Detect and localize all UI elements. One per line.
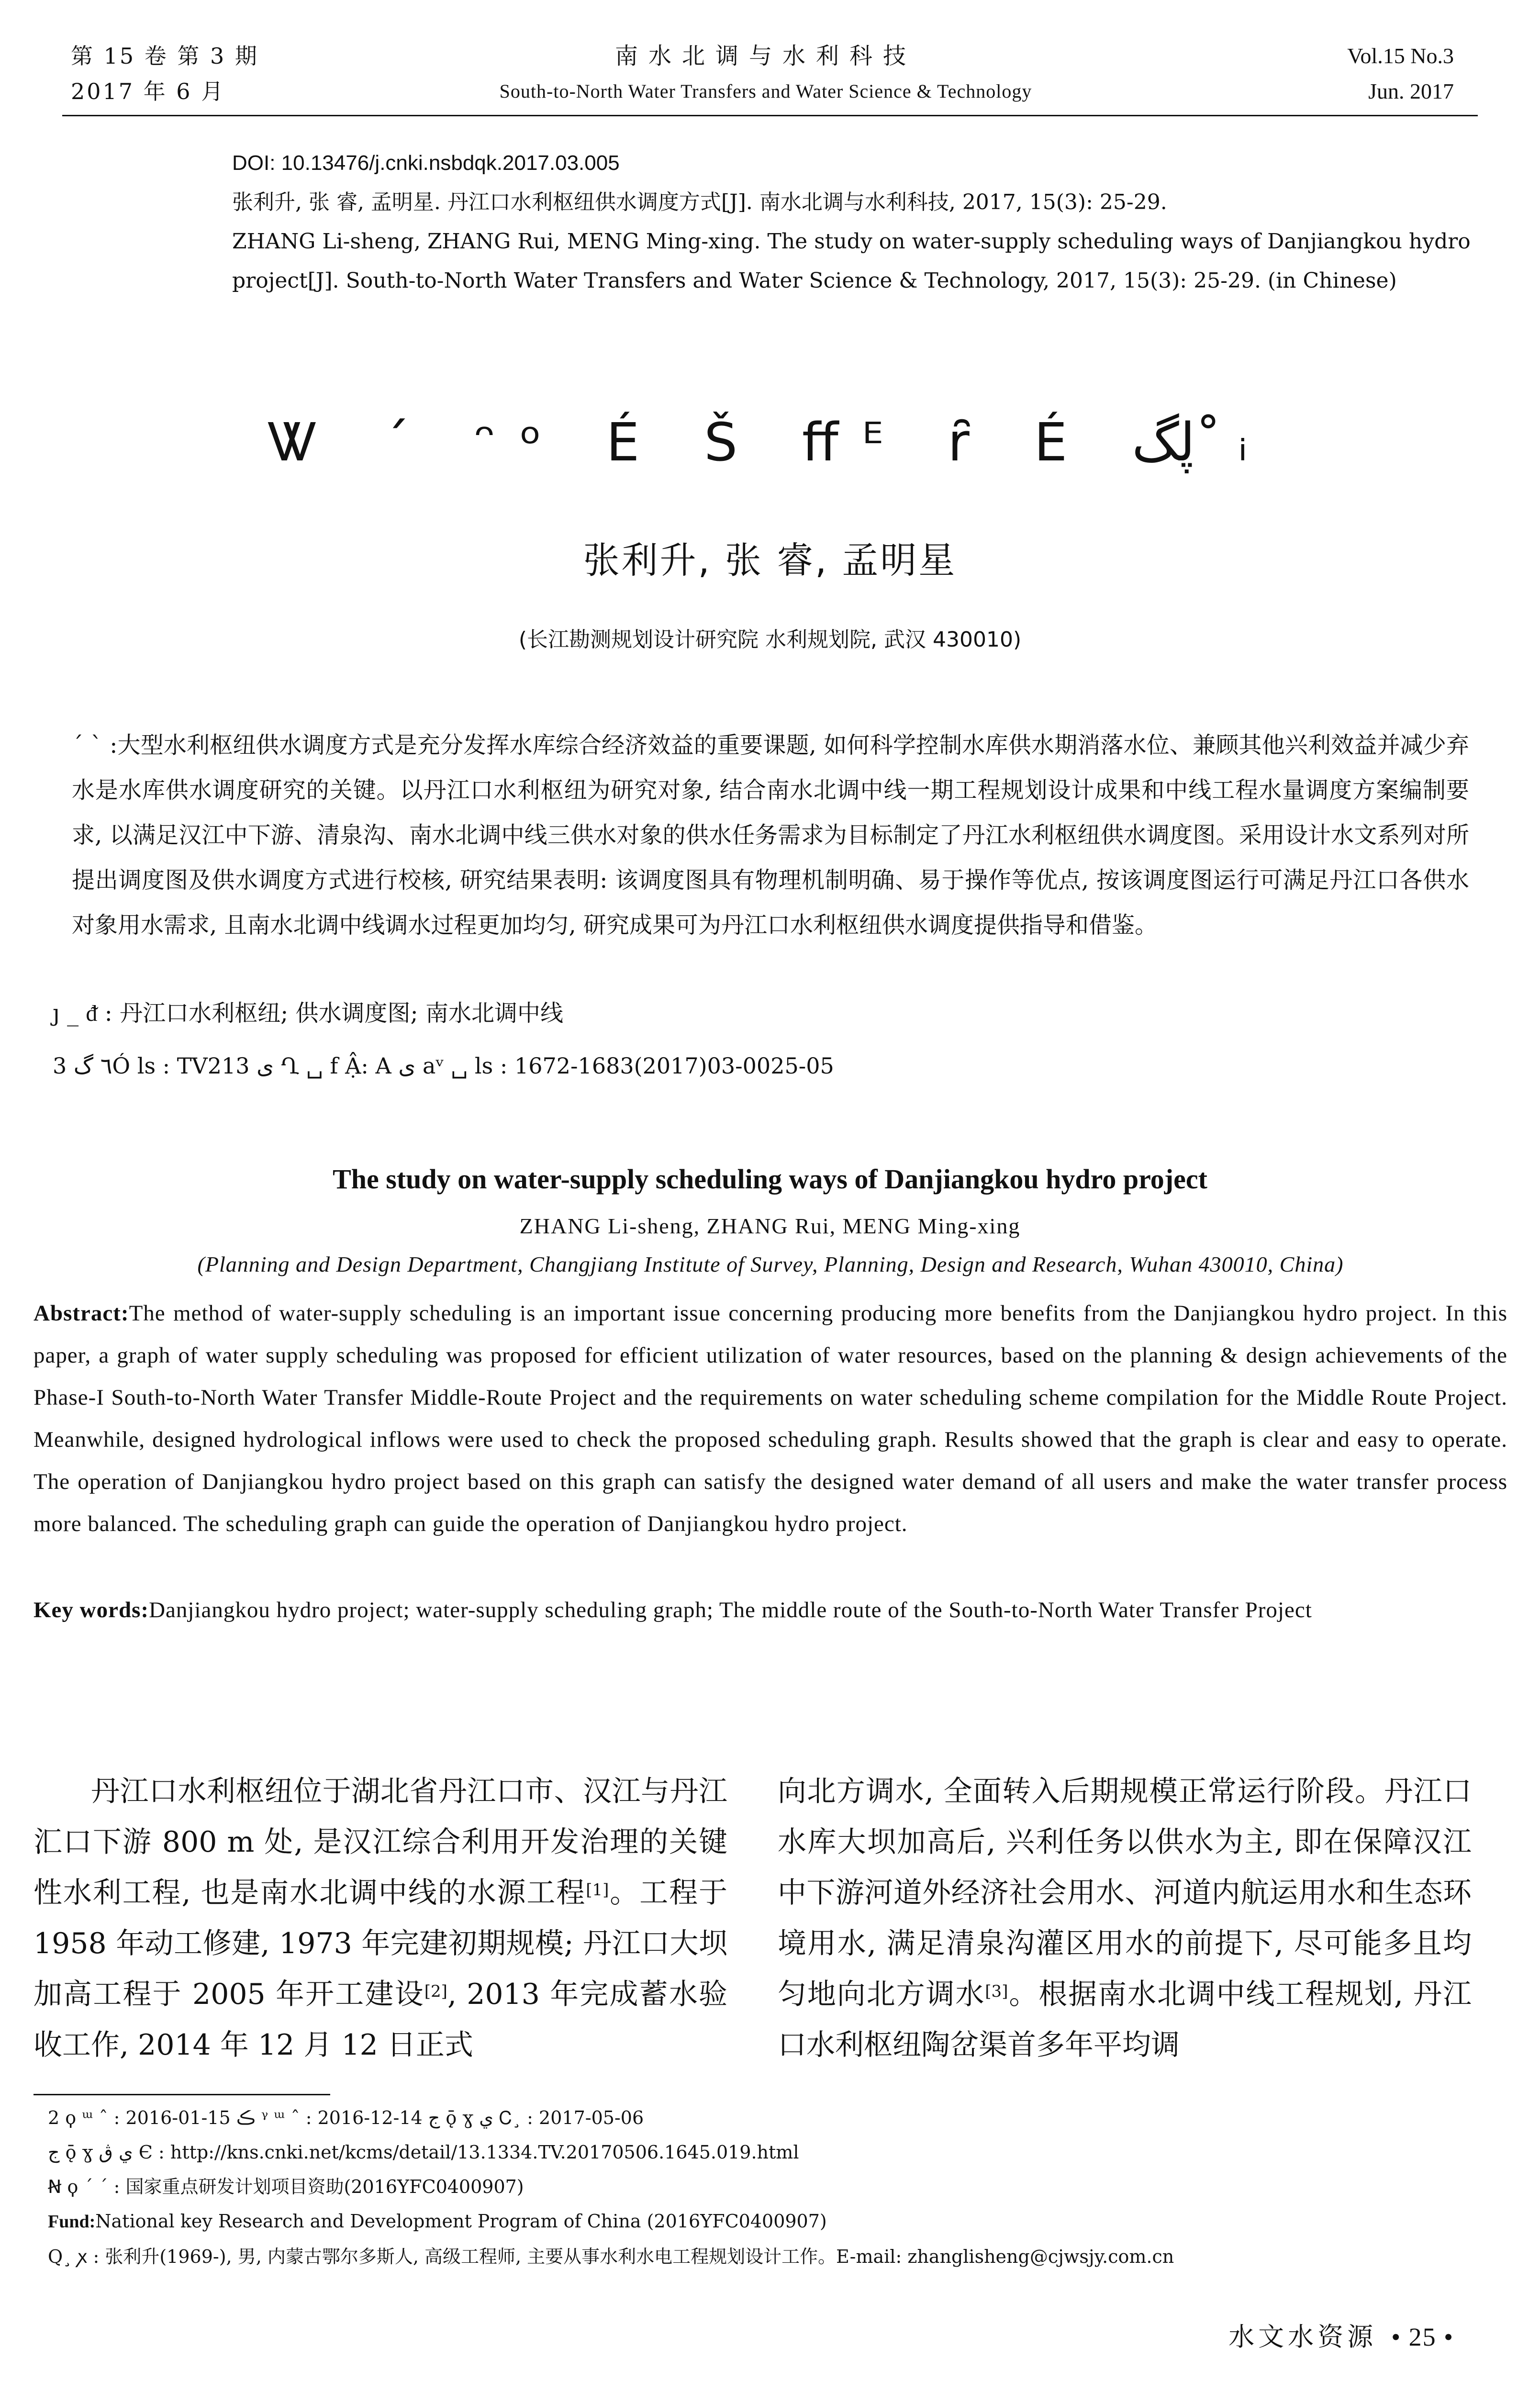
footnote-dates: 2 ϙ ᵚ ˆ : 2016-01-15 ڪ ᵞ ᵚ ˆ : 2016-12-14 ج ǭ ɣ ي Ꮯ¸ : 2017-05-06: [48, 2107, 644, 2128]
header-date-cn: 2017 年 6 月: [71, 78, 225, 104]
abstract-en-text: The method of water-supply scheduling is an important issue concerning producing more benefits from the Danjiangkou hydro project. In this paper, a graph of water supply scheduling was proposed for efficient utilization of water resources, based on the planning & design achievements of the Phase-I South-to-North Water Transfer Middle-Route Project and the requirements on water scheduling scheme compilation for the Middle Route Project. Meanwhile, designed hydrological inflows were used to check the proposed scheduling graph. Results showed that the graph is clear and easy to operate. The operation of Danjiangkou hydro project based on this graph can satisfy the designed water demand of all users and make the water transfer process more balanced. The scheduling graph can guide the operation of Danjiangkou hydro project.: [33, 1301, 1507, 1536]
citation-block: [232, 144, 1472, 301]
body-column-left: [33, 1766, 727, 2070]
reference-3[interactable]: [3]: [985, 1982, 1008, 2001]
body-right-text-a: 向北方调水, 全面转入后期规模正常运行阶段。丹江口水库大坝加高后, 兴利任务以供水为主, 即在保障汉江中下游河道外经济社会用水、河道内航运用水和生态环境用水, 满足清泉沟灌区用水的前提下, 尽可能多且均匀地向北方调水: [778, 1775, 1472, 2011]
abstract-cn-text: 大型水利枢纽供水调度方式是充分发挥水库综合经济效益的重要课题, 如何科学控制水库供水期消落水位、兼顾其他兴利效益并减少弃水是水库供水调度研究的关键。以丹江口水利枢纽为研究对象, 结合南水北调中线一期工程规划设计成果和中线工程水量调度方案编制要求, 以满足汉江中下游、清泉沟、南水北调中线三供水对象的供水任务需求为目标制定了丹江水利枢纽供水调度图。采用设计水文系列对所提出调度图及供水调度方式进行校核, 研究结果表明: 该调度图具有物理机制明确、易于操作等优点, 按该调度图运行可满足丹江口各供水对象用水需求, 且南水北调中线调水过程更加均匀, 研究成果可为丹江口水利枢纽供水调度提供指导和借鉴。: [72, 732, 1469, 939]
reference-2[interactable]: [2]: [424, 1982, 447, 2001]
footer-journal-section: 水文水资源: [1228, 2322, 1377, 2352]
header-date-en: Jun. 2017: [1368, 79, 1454, 103]
header-volume-issue: [71, 38, 259, 109]
body-left-text-a: 丹江口水利枢纽位于湖北省丹江口市、汉江与丹江汇口下游 800 m 处, 是汉江综合利用开发治理的关键性水利工程, 也是南水北调中线的水源工程: [33, 1775, 727, 1910]
header-volume: 第 15 卷 第 3 期: [71, 43, 259, 69]
fund-label: Fund:: [48, 2212, 96, 2232]
journal-name-cn: 南水北调与水利科技: [614, 43, 916, 69]
citation-cn: 张利升, 张 睿, 孟明星. 丹江口水利枢纽供水调度方式[J]. 南水北调与水利科技, 2017, 15(3): 25-29.: [232, 190, 1167, 214]
footnote-fund-en: [48, 2204, 1507, 2238]
footnote-author: Q¸ ꭗ : 张利升(1969-), 男, 内蒙古鄂尔多斯人, 高级工程师, 主要从事水利水电工程规划设计工作。E-mail: zhanglisheng@cjwsjy.com.cn: [48, 2246, 1174, 2267]
body-left-text-c: , 2013 年完成蓄水验收工作, 2014 年 12 月 12 日正式: [33, 1978, 727, 2062]
fund-text: National key Research and Development Program of China (2016YFC0400907): [95, 2211, 827, 2232]
footnote-fund-cn: Ꞥ ϙ ˊ ˊ : 国家重点研发计划项目资助(2016YFC0400907): [48, 2176, 524, 2197]
authors-en: ZHANG Li-sheng, ZHANG Rui, MENG Ming-xing: [519, 1214, 1021, 1238]
body-right-text-b: 。根据南水北调中线工程规划, 丹江口水利枢纽陶岔渠首多年平均调: [778, 1978, 1472, 2062]
keywords-cn: [53, 991, 1469, 1036]
keywords-cn-text: 丹江口水利枢纽; 供水调度图; 南水北调中线: [120, 1000, 563, 1027]
footnote-rule: [33, 2094, 330, 2095]
abstract-en: [33, 1292, 1507, 1545]
classification-line: 3 ٦ گÓ ls : TV213 ى Ղ ␣ f Ậ: A ى aᵛ ␣ ls : 1672-1683(2017)03-0025-05: [53, 1053, 834, 1079]
header-rule: [62, 115, 1478, 116]
authors-cn: 张利升, 张 睿, 孟明星: [583, 539, 957, 581]
doi: DOI: 10.13476/j.cnki.nsbdqk.2017.03.005: [232, 151, 620, 175]
body-column-right: [778, 1766, 1472, 2070]
header-journal: [431, 38, 1101, 109]
keywords-cn-label: ȷ _ ᵭ :: [53, 1000, 112, 1027]
journal-name-en: South-to-North Water Transfers and Water Science & Technology: [499, 80, 1032, 102]
keywords-en-text: Danjiangkou hydro project; water-supply scheduling graph; The middle route of the South-to-North Water Transfer Project: [149, 1598, 1312, 1622]
abstract-en-label: Abstract:: [33, 1301, 129, 1326]
keywords-en-label: Key words:: [33, 1598, 149, 1622]
abstract-cn-label: ˊ ˋ :: [72, 732, 118, 759]
page-number: • 25 •: [1391, 2323, 1454, 2351]
affiliation-cn: (长江勘测规划设计研究院 水利规划院, 武汉 430010): [518, 627, 1022, 652]
citation-en: ZHANG Li-sheng, ZHANG Rui, MENG Ming-xing. The study on water-supply scheduling ways of Danjiangkou hydro project[J]. South-to-North Water Transfers and Water Science & Technology, 2017, 15(3): 25-29. (in Chinese): [232, 229, 1471, 293]
page-footer: [1228, 2316, 1454, 2353]
article-title-en: The study on water-supply scheduling ways of Danjiangkou hydro project: [333, 1163, 1207, 1195]
header-vol-en: Vol.15 No.3: [1347, 44, 1454, 68]
footnote-url[interactable]: ج ǭ ɣ ي ڨ Є : http://kns.cnki.net/kcms/detail/13.1334.TV.20170506.1645.019.html: [48, 2142, 799, 2163]
article-title-cn: Ꮤ ˊ ᵔᵒ É Š ﬀᴱ ȓ É ڸگ˚ ᵢ: [268, 412, 1272, 473]
body-left-text-b: 。工程于 1958 年动工修建, 1973 年完建初期规模; 丹江口大坝加高工程于 2005 年开工建设: [33, 1876, 728, 2011]
header-vol-no: [1347, 38, 1454, 109]
keywords-en: [33, 1589, 1507, 1631]
reference-1[interactable]: [1]: [586, 1880, 609, 1900]
affiliation-en: (Planning and Design Department, Changjiang Institute of Survey, Planning, Design and Research, Wuhan 430010, China): [197, 1252, 1344, 1276]
abstract-cn: [72, 723, 1469, 948]
